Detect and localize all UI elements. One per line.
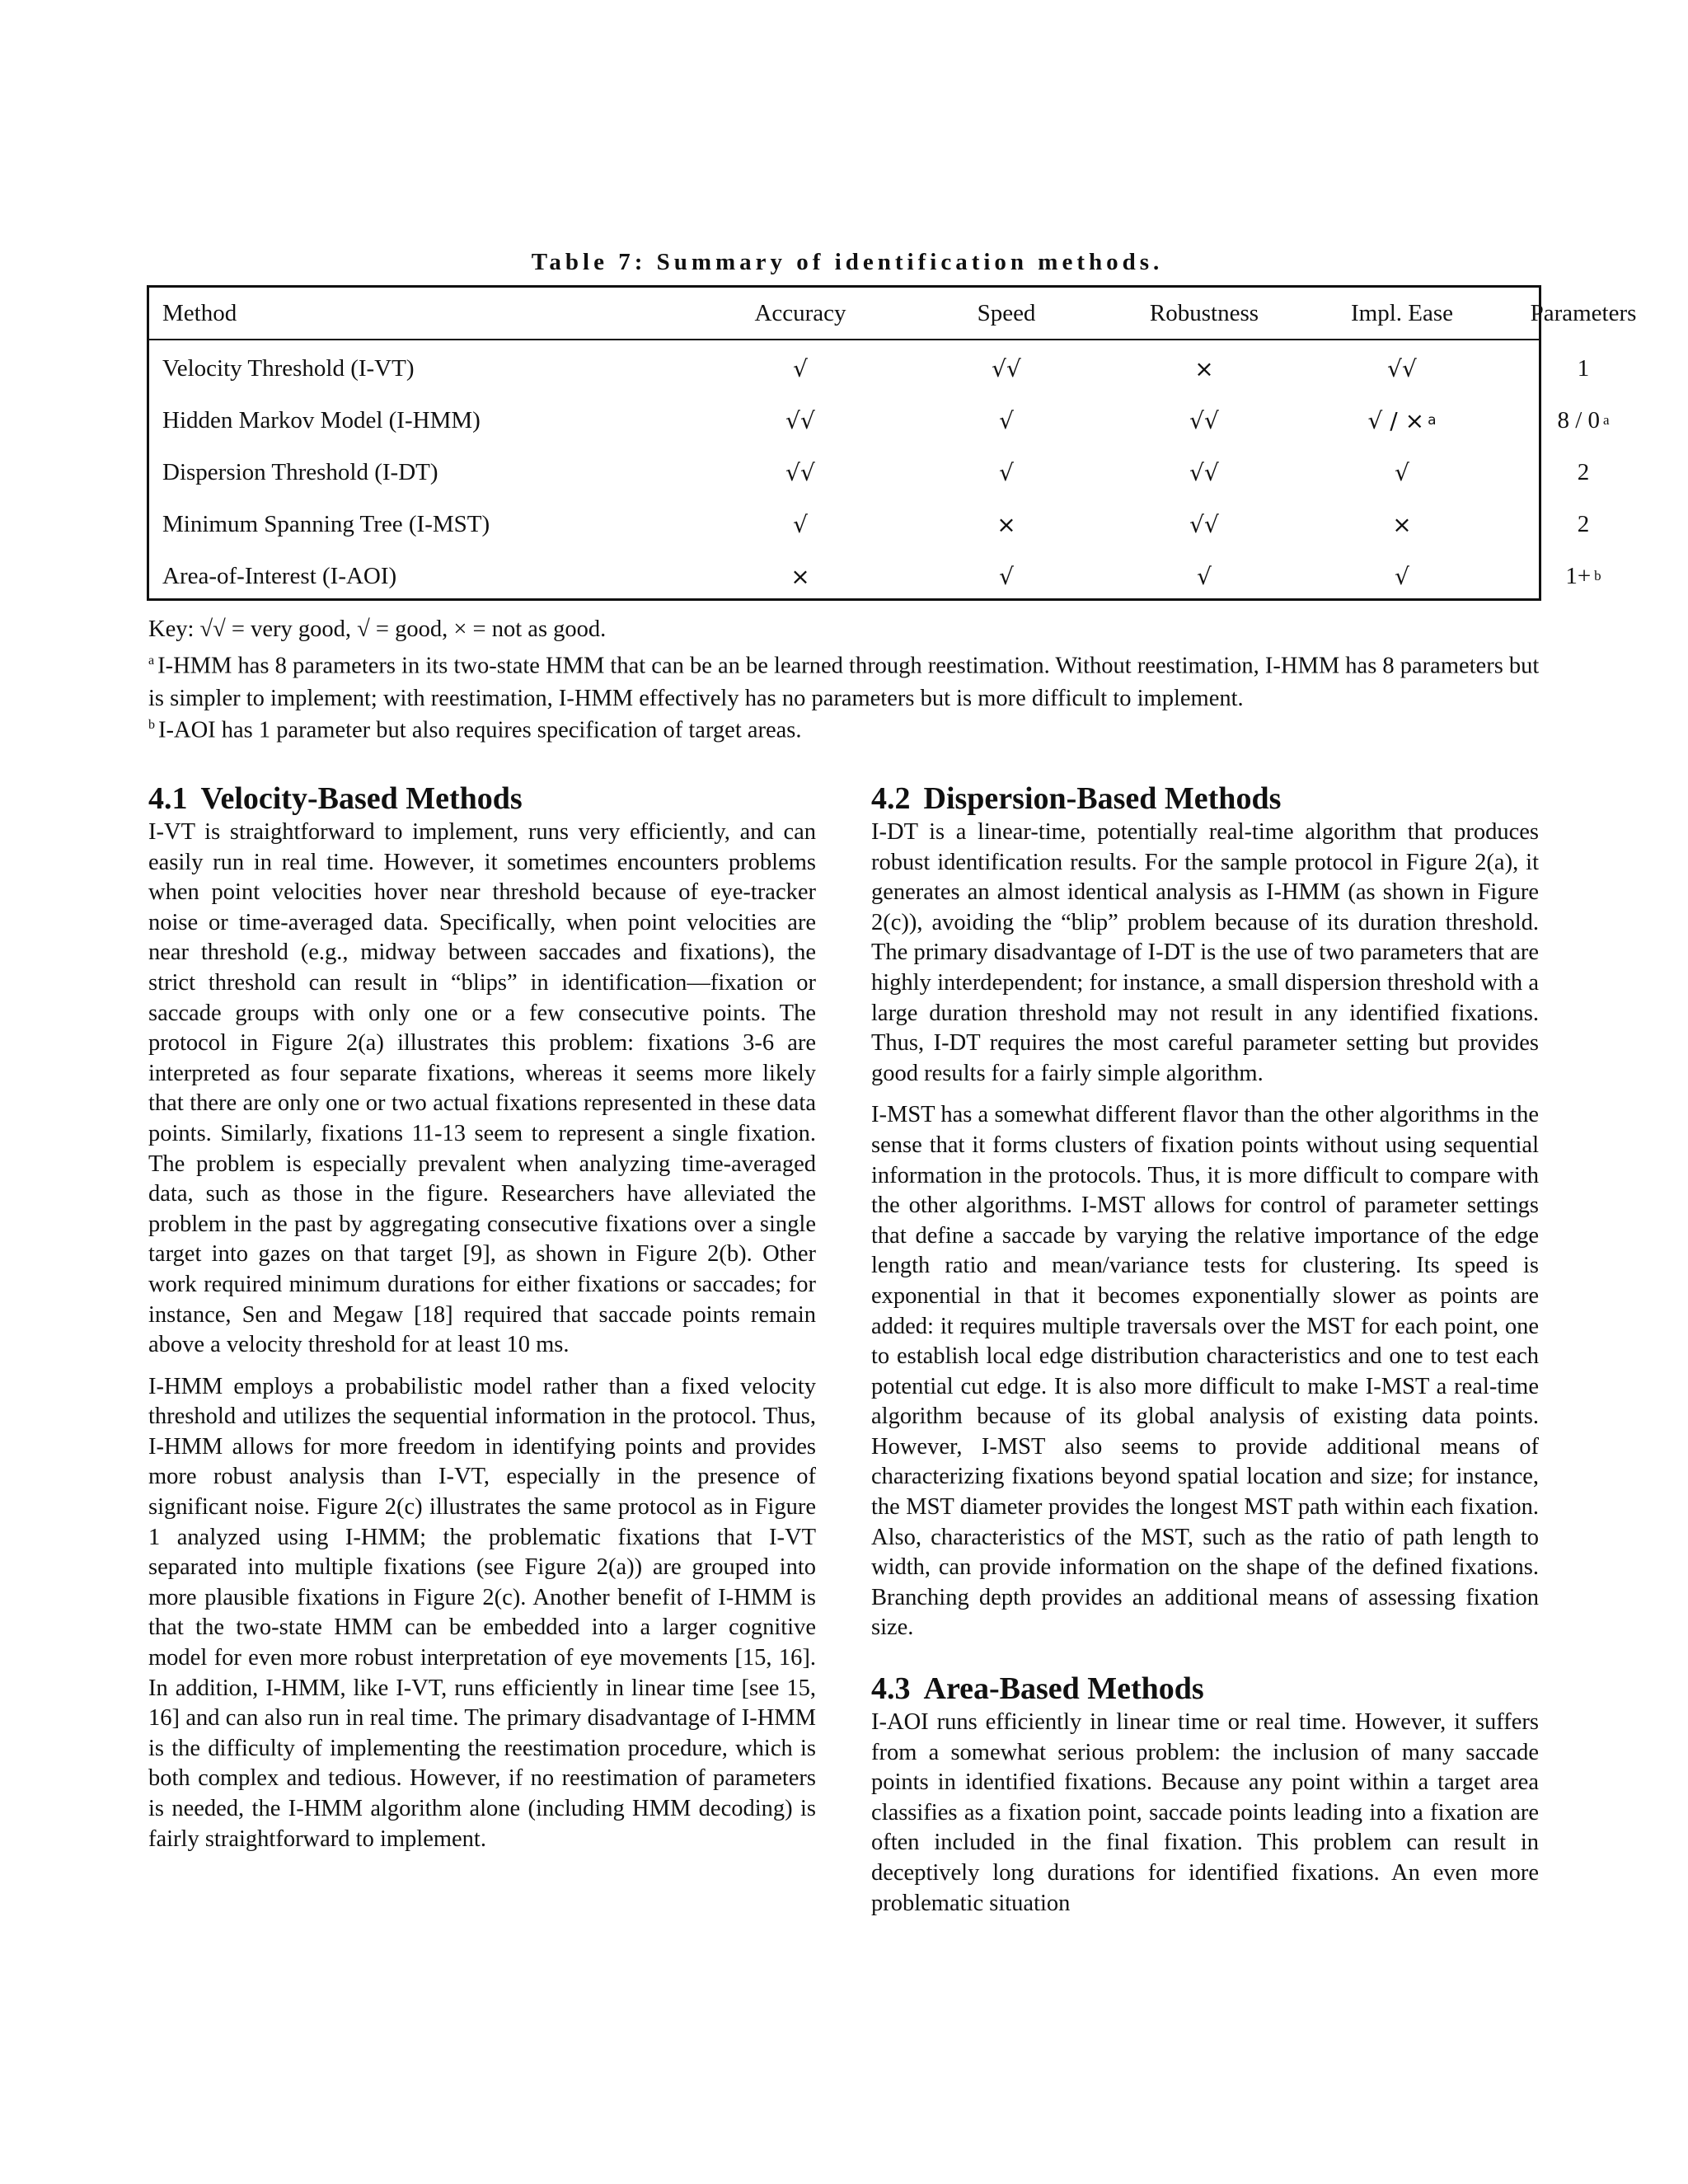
header-parameters: Parameters	[1530, 299, 1637, 326]
section-heading-4-2: 4.2 Dispersion-Based Methods	[871, 781, 1282, 816]
row-parameters: 2	[1577, 458, 1590, 485]
row-method: Hidden Markov Model (I-HMM)	[162, 406, 481, 434]
table-header-row	[149, 288, 1637, 340]
row-speed: ×	[996, 510, 1016, 538]
section-heading-4-1: 4.1 Velocity-Based Methods	[148, 781, 523, 816]
row-impl-ease: √	[1395, 562, 1409, 590]
row-accuracy: √√	[785, 458, 815, 486]
row-impl-ease: ×	[1392, 510, 1412, 538]
row-accuracy: ×	[790, 562, 810, 590]
table-row	[149, 396, 1610, 445]
row-speed: √	[999, 562, 1014, 590]
table-row	[149, 499, 1590, 549]
table-caption: Table 7: Summary of identification methods.	[531, 249, 1164, 275]
paragraph: I-DT is a linear-time, potentially real-time algorithm that produces robust identification results. For the sample protocol in Figure 2(a), it generates an almost identical analysis as I-HMM (as shown in Figure 2(c)), avoiding the “blip” problem because of its duration threshold. The primary disadvantage of I-DT is the use of two parameters that are highly interdependent; for instance, a small dispersion threshold with a large duration threshold may not result in any identified fixations. Thus, I-DT requires the most careful parameter setting but provides good results for a fairly simple algorithm.	[871, 819, 1539, 1086]
row-parameters: 1+ b	[1565, 562, 1601, 589]
row-robustness: √	[1197, 562, 1212, 590]
row-robustness: √√	[1189, 458, 1219, 486]
row-method: Minimum Spanning Tree (I-MST)	[162, 510, 490, 537]
row-speed: √	[999, 406, 1014, 434]
table-key: Key: √√ = very good, √ = good, × = not as good.	[148, 616, 607, 642]
row-impl-ease: √ / × a	[1367, 406, 1437, 434]
table-row	[149, 344, 1590, 393]
row-method: Velocity Threshold (I-VT)	[162, 354, 415, 382]
header-method: Method	[162, 299, 237, 326]
row-robustness: ×	[1194, 354, 1214, 382]
header-accuracy: Accuracy	[754, 299, 846, 326]
paragraph: I-HMM employs a probabilistic model rather than a fixed velocity threshold and utilizes the sequential information in the protocol. Thus, I-HMM allows for more freedom in identifying points and provides more robust analysis than I-VT, especially in the presence of significant noise. Figure 2(c) illustrates the same protocol as in Figure 1 analyzed using I-HMM; the problematic fixations that I-VT separated into multiple fixations (see Figure 2(a)) are grouped into more plausible fixations in Figure 2(c). Another benefit of I-HMM is that the two-state HMM can be embedded into a larger cognitive model for even more robust interpretation of eye movements [15, 16]. In addition, I-HMM, like I-VT, runs efficiently in linear time [see 15, 16] and can also run in real time. The primary disadvantage of I-HMM is the difficulty of implementing the reestimation procedure, which is both complex and tedious. However, if no reestimation of parameters is needed, the I-HMM algorithm alone (including HMM decoding) is fairly straightforward to implement.	[148, 1373, 816, 1852]
footnote-b: $^b$ I-AOI has 1 parameter but also requires specification of target areas.	[148, 717, 802, 743]
table-row	[149, 551, 1601, 601]
row-robustness: √√	[1189, 406, 1219, 434]
header-robustness: Robustness	[1149, 299, 1259, 326]
section-heading-4-3: 4.3 Area-Based Methods	[871, 1671, 1204, 1707]
row-method: Dispersion Threshold (I-DT)	[162, 458, 438, 485]
left-column	[148, 780, 816, 1866]
footnote-marker: a	[1428, 412, 1437, 429]
row-parameters: 8 / 0 a	[1557, 406, 1610, 434]
row-speed: √	[999, 458, 1014, 486]
row-accuracy: √	[793, 354, 808, 382]
paragraph: I-AOI runs efficiently in linear time or real time. However, it suffers from a somewhat serious problem: the inclusion of many saccade points in identified fixations. Because any point within a target area classifies as a fixation point, saccade points leading into a fixation are often included in the final fixation. This problem can result in deceptively long durations for identified fixations. An even more problematic situation	[871, 1709, 1539, 1916]
footnote-marker: b	[1594, 568, 1601, 583]
right-column	[871, 780, 1539, 1930]
row-robustness: √√	[1189, 510, 1219, 538]
header-speed: Speed	[977, 299, 1036, 326]
row-impl-ease: √√	[1387, 354, 1417, 382]
row-method: Area-of-Interest (I-AOI)	[162, 562, 397, 589]
row-parameters: 2	[1577, 510, 1590, 537]
row-accuracy: √√	[785, 406, 815, 434]
row-impl-ease: √	[1395, 458, 1409, 486]
row-speed: √√	[992, 354, 1021, 382]
paragraph: I-VT is straightforward to implement, runs very efficiently, and can easily run in real time. However, it sometimes encounters problems when point velocities hover near threshold because of eye-tracker noise or time-averaged data. Specifically, when point velocities are near threshold (e.g., midway between saccades and fixations), the strict threshold can result in “blips” in identification—fixation or saccade groups with only one or a few consecutive points. The protocol in Figure 2(a) illustrates this problem: fixations 3-6 are interpreted as four separate fixations, whereas it seems more likely that there are only one or two actual fixations represented in these data points. Similarly, fixations 11-13 seem to represent a single fixation. The problem is especially prevalent when analyzing time-averaged data, such as those in the figure. Researchers have alleviated the problem in the past by aggregating consecutive fixations over a single target into gazes on that target [9], as shown in Figure 2(b). Other work required minimum durations for either fixations or saccades; for instance, Sen and Megaw [18] required that saccade points remain above a velocity threshold for at least 10 ms.	[148, 819, 816, 1358]
paragraph: I-MST has a somewhat different flavor than the other algorithms in the sense that it forms clusters of fixation points without using sequential information in the protocols. Thus, it is more difficult to compare with the other algorithms. I-MST allows for control of parameter settings that define a saccade by varying the relative importance of the edge length ratio and mean/variance tests for clustering. Its speed is exponential in that it becomes exponentially slower as points are added: it requires multiple traversals over the MST for each point, one to establish local edge distribution characteristics and one to test each potential cut edge. It is also more difficult to make I-MST a real-time algorithm because of its global analysis of existing data points. However, I-MST also seems to provide additional means of characterizing fixations beyond spatial location and size; for instance, the MST diameter provides the longest MST path within each fixation. Also, characteristics of the MST, such as the ratio of path length to width, can provide information on the shape of the defined fixations. Branching depth provides an additional means of assessing fixation size.	[871, 1102, 1539, 1641]
footnote-marker: a	[1603, 412, 1610, 428]
row-parameters: 1	[1577, 354, 1590, 382]
footnote-a: $^a$ I-HMM has 8 parameters in its two-state HMM that can be an be learned through reestimation. Without reestimation, I-HMM has 8 parameters but is simpler to implement; with reestimation, I-HMM effectively has no parameters but is more difficult to implement.	[148, 653, 1540, 711]
table-row	[149, 448, 1590, 497]
row-accuracy: √	[793, 510, 808, 538]
header-impl-ease: Impl. Ease	[1350, 299, 1453, 326]
summary-table	[147, 285, 1637, 601]
